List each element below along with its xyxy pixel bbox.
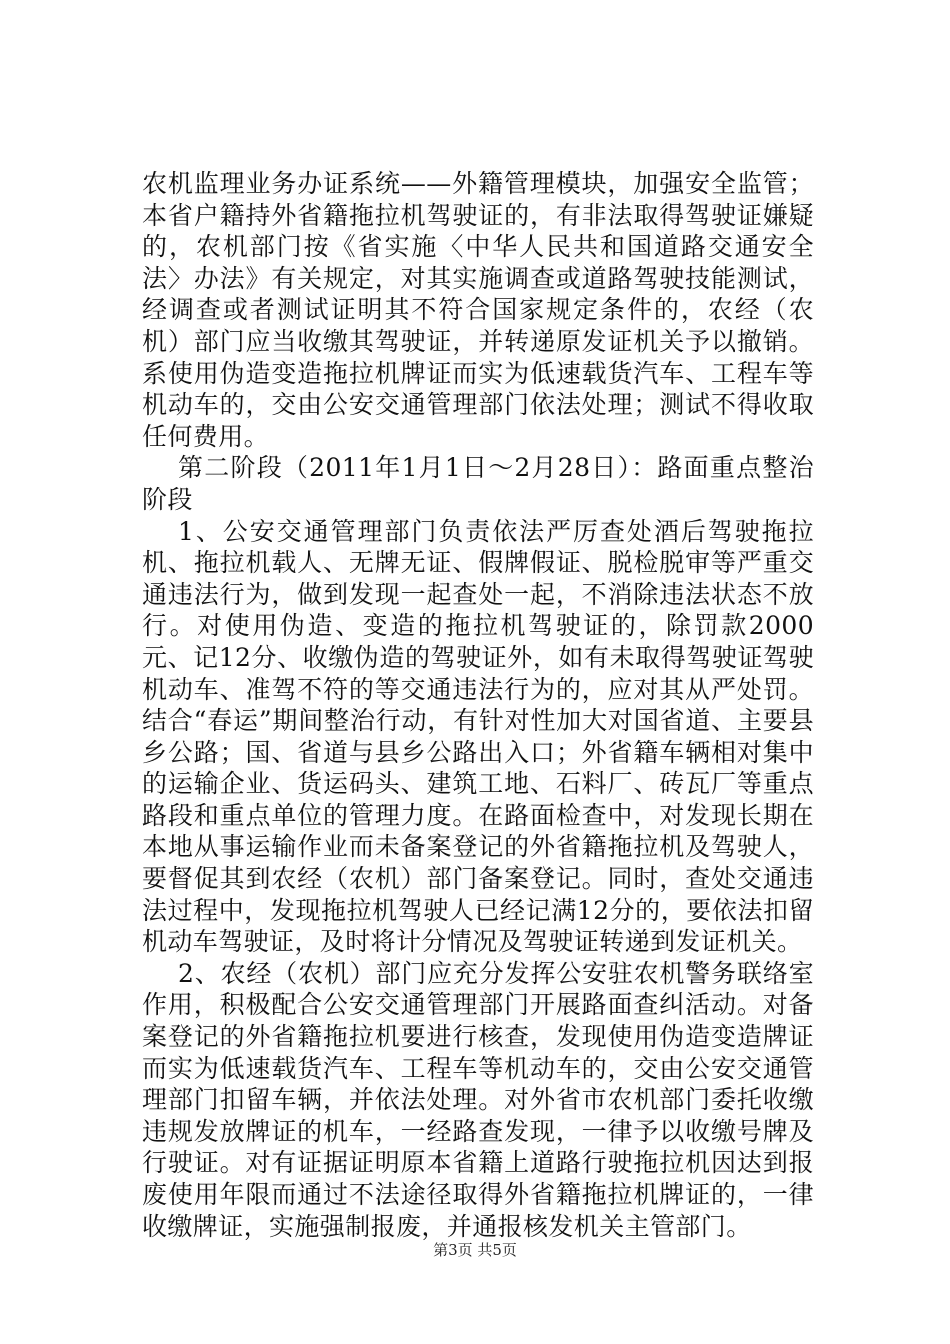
paragraph-item-2: 2、农经（农机）部门应充分发挥公安驻农机警务联络室作用，积极配合公安交通管理部门开展路面查纠活动。对备案登记的外省籍拖拉机要进行核查，发现使用伪造变造牌证而实为低速载货汽车、工程车等机动车的，交由公安交通管理部门扣留车辆，并依法处理。对外省市农机部门委托收缴违规发放牌证的机车，一经路查发现，一律予以收缴号牌及行驶证。对有证据证明原本省籍上道路行驶拖拉机因达到报废使用年限而通过不法途径取得外省籍拖拉机牌证的，一律收缴牌证，实施强制报废，并通报核发机关主管部门。	[142, 958, 814, 1241]
section-heading-stage-two: 第二阶段（2011年1月1日～2月28日）：路面重点整治阶段	[142, 453, 814, 514]
page-footer: 第3页 共5页	[433, 1241, 517, 1259]
paragraph-continuation: 农机监理业务办证系统——外籍管理模块，加强安全监管；本省户籍持外省籍拖拉机驾驶证的，有非法取得驾驶证嫌疑的，农机部门按《省实施〈中华人民共和国道路交通安全法〉办法》有关规定，对其实施调查或道路驾驶技能测试，经调查或者测试证明其不符合国家规定条件的，农经（农机）部门应当收缴其驾驶证，并转递原发证机关予以撤销。系使用伪造变造拖拉机牌证而实为低速载货汽车、工程车等机动车的，交由公安交通管理部门依法处理；测试不得收取任何费用。	[142, 169, 814, 451]
document-body	[142, 168, 814, 1242]
paragraph-item-1: 1、公安交通管理部门负责依法严厉查处酒后驾驶拖拉机、拖拉机载人、无牌无证、假牌假证、脱检脱审等严重交通违法行为，做到发现一起查处一起，不消除违法状态不放行。对使用伪造、变造的拖拉机驾驶证的，除罚款2000元、记12分、收缴伪造的驾驶证外，如有未取得驾驶证驾驶机动车、准驾不符的等交通违法行为的，应对其从严处罚。结合“春运”期间整治行动，有针对性加大对国省道、主要县乡公路；国、省道与县乡公路出入口；外省籍车辆相对集中的运输企业、货运码头、建筑工地、石料厂、砖瓦厂等重点路段和重点单位的管理力度。在路面检查中，对发现长期在本地从事运输作业而未备案登记的外省籍拖拉机及驾驶人，要督促其到农经（农机）部门备案登记。同时，查处交通违法过程中，发现拖拉机驾驶人已经记满12分的，要依法扣留机动车驾驶证，及时将计分情况及驾驶证转递到发证机关。	[142, 516, 814, 957]
